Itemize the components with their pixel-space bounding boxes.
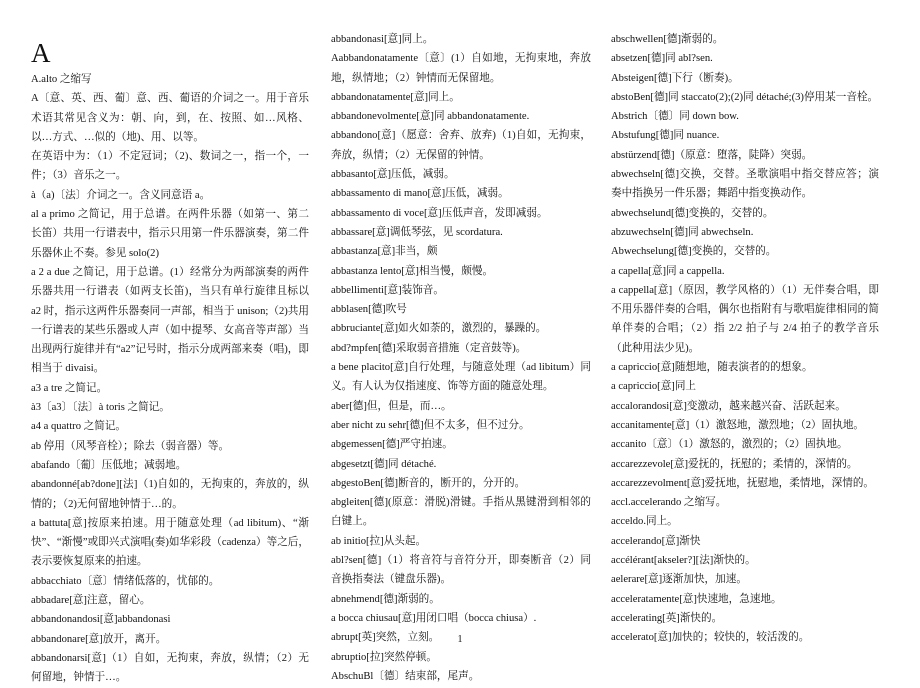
dictionary-entry: abschwellen[德]渐弱的。 xyxy=(611,34,724,45)
dictionary-entry: abruptio[拉]突然停顿。 xyxy=(331,651,437,663)
dictionary-entry: abblasen[德]吹号 xyxy=(331,304,407,316)
dictionary-entry: accélérant[akseler?][法]渐快的。 xyxy=(611,555,756,567)
dictionary-entry: abbandonevolmente[意]同 abbandonatamente. xyxy=(331,111,530,123)
dictionary-entry: absetzen[德]同 abl?sen. xyxy=(611,53,713,65)
dictionary-entry: abwechseln[德]交换，交替。圣歌演唱中指交替应答；演奏中指换另一件乐器；舞蹈中指变换动作。 xyxy=(611,169,879,200)
dictionary-entry: accalorandosi[意]变激动，越来越兴奋、活跃起来。 xyxy=(611,400,846,412)
dictionary-entry: abgleiten[德](原意：滑脱)滑键。手指从黑键滑到相邻的白键上。 xyxy=(331,497,591,528)
dictionary-entry: abbadare[意]注意，留心。 xyxy=(31,595,151,607)
dictionary-entry: a bocca chiusau[意]用闭口唱（bocca chiusa）. xyxy=(331,612,537,624)
dictionary-entry: à（a)〔法〕介词之一。含义同意语 a。 xyxy=(31,189,211,201)
column-left xyxy=(31,38,309,688)
dictionary-entry: abd?mpfen[德]采取弱音措施（定音鼓等)。 xyxy=(331,342,527,354)
dictionary-entry: Aabbandonatamente〔意〕(1）自如地，无拘束地，奔放地，纵情地；（2）钟情而无保留地。 xyxy=(331,53,591,84)
dictionary-entry: abbassare[意]调低琴弦，见 scordatura. xyxy=(331,226,503,238)
dictionary-entry: abgesetzt[德]同 détaché. xyxy=(331,458,437,470)
dictionary-entry: A〔意、英、西、葡〕意、西、葡语的介词之一。用于音乐术语其常见含义为：朝、向，到，在、按照、如…风格、以…方式、…似的（地)、用、以等。 xyxy=(31,93,309,143)
dictionary-entry: abbastanza[意]非当，颇 xyxy=(331,246,438,258)
dictionary-entry: accanito〔意〕（1）激怒的，激烈的；（2）固执地。 xyxy=(611,439,848,451)
dictionary-entry: accelerating[英]渐快的。 xyxy=(611,612,723,624)
dictionary-entry: abbruciante[意]如火如荼的，激烈的，暴躁的。 xyxy=(331,323,547,335)
dictionary-entry: accl.accelerando 之缩写。 xyxy=(611,497,727,509)
dictionary-entry: A.alto 之缩写 xyxy=(31,74,92,85)
dictionary-entry: abbandonandosi[意]abbandonasi xyxy=(31,614,171,626)
dictionary-entry: a bene placito[意]自行处理，与随意处理（ad libitum）同义。有人认为仅指速度、饰等方面的随意处理。 xyxy=(331,362,591,393)
dictionary-entry: a battuta[意]按原来拍速。用于随意处理（ad libitum)、“渐快”、“渐慢”或即兴式演唱(奏)如华彩段（cadenza）等之后，表示要恢复原来的拍速。 xyxy=(31,517,309,568)
dictionary-entry: Abstufung[德]同 nuance. xyxy=(611,130,720,142)
dictionary-entry: a3 a tre 之简记。 xyxy=(31,382,108,394)
dictionary-entry: abbasanto[意]压低，减弱。 xyxy=(331,169,455,181)
dictionary-entry: a 2 a due 之简记，用于总谱。(1）经常分为两部演奏的两件乐器共用一行谱表（如两支长笛)，当只有单行旋律且标以 a2 时，指示这两件乐器奏同一声部，相当于 unison;（2)共用一行谱表的某些乐器或人声（如中提琴、女高音等声部）当出现两行旋律并有“a2”记号时，指示分成两部来奏（唱)，即相当于 divaisi。 xyxy=(31,266,309,375)
dictionary-entry: abl?sen[德]（1）将音符与音符分开，即奏断音（2）同音换指奏法（键盘乐器)。 xyxy=(331,555,591,586)
dictionary-entry: ab 停用（风琴音栓）；除去（弱音器）等。 xyxy=(31,440,230,452)
dictionary-entry: 在英语中为：（1）不定冠词；（2)、数词之一，指一个，一件；（3）音乐之一。 xyxy=(31,151,309,182)
dictionary-entry: aelerare[意]逐渐加快，加速。 xyxy=(611,574,747,586)
dictionary-entry: abnehmend[德]渐弱的。 xyxy=(331,593,440,605)
dictionary-entry: accarezzevolment[意]爱抚地，抚慰地，柔情地，深情的。 xyxy=(611,477,875,489)
dictionary-entry: Absteigen[德]下行（断奏)。 xyxy=(611,72,739,84)
dictionary-entry: abbellimenti[意]装饰音。 xyxy=(331,284,444,296)
dictionary-entry: a cappella[意]（原因，教学风格的）（1）无伴奏合唱，即不用乐器伴奏的合唱，偶尔也指附有与歌唱旋律相同的简单伴奏的合唱；（2）指 2/2 拍子与 2/4 拍子的教学音乐（此种用法少见)。 xyxy=(611,284,879,354)
dictionary-entry: abgestoBen[德]断音的，断开的，分开的。 xyxy=(331,477,526,489)
dictionary-entry: Abwechselung[德]变换的，交替的。 xyxy=(611,246,777,258)
dictionary-entry: acceldo.同上。 xyxy=(611,516,678,528)
dictionary-entry: aber[德]但，但是，而…。 xyxy=(331,400,452,412)
dictionary-entry: abgemessen[德]严守拍速。 xyxy=(331,439,453,451)
dictionary-entry: accarezzevole[意]爱抚的，抚慰的；柔情的，深情的。 xyxy=(611,458,858,470)
dictionary-entry: abbassamento di mano[意]压低，减弱。 xyxy=(331,188,509,200)
dictionary-entry: abwechselund[德]变换的，交替的。 xyxy=(611,207,774,219)
section-heading: A xyxy=(31,38,51,68)
dictionary-entry: abbandonasi[意]同上。 xyxy=(331,34,434,45)
dictionary-entry: abzuwechseln[德]同 abwechseln. xyxy=(611,226,754,238)
dictionary-entry: Abstrich〔德〕同 down bow. xyxy=(611,111,739,123)
dictionary-entry: abbandonarsi[意]（1）自如，无拘束，奔放，纵情；（2）无何留地，钟情于…。 xyxy=(31,652,309,684)
dictionary-entry: abbandonatamente[意]同上。 xyxy=(331,91,460,103)
column-middle xyxy=(331,30,591,686)
dictionary-entry: aber nicht zu sehr[德]但不太多，但不过分。 xyxy=(331,419,530,431)
dictionary-entry: ab initio[拉]从头起。 xyxy=(331,535,427,547)
dictionary-entry: a capriccio[意]同上 xyxy=(611,381,697,393)
dictionary-entry: a capella[意]同 a cappella. xyxy=(611,265,725,277)
dictionary-entry: a capriccio[意]随想地，随表演者的的想象。 xyxy=(611,362,813,374)
dictionary-entry: abbassamento di voce[意]压低声音，发即减弱。 xyxy=(331,207,548,219)
dictionary-entry: abbacchiato〔意〕情绪低落的，忧郁的。 xyxy=(31,575,220,587)
dictionary-entry: abbandono[意]（愿意：舍弃、放弃)（1)自如，无拘束，奔放，纵情；（2）无保留的钟情。 xyxy=(331,130,591,161)
dictionary-entry: al a primo 之简记，用于总谱。在两件乐器（如第一、第二长笛）共用一行谱表中，指示只用第一件乐器演奏，第二件乐器休止不奏。参见 solo(2) xyxy=(31,209,309,259)
dictionary-entry: abstürzend[德]（原意：堕落，陡降）突弱。 xyxy=(611,149,813,161)
dictionary-entry: accelerato[意]加快的；较快的，较活泼的。 xyxy=(611,632,810,644)
dictionary-entry: à3〔a3〕〔法〕à toris 之简记。 xyxy=(31,402,170,414)
dictionary-entry: acceleratamente[意]快速地，急速地。 xyxy=(611,593,782,605)
dictionary-entry: accanitamente[意]（1）激怒地，激烈地；（2）固执地。 xyxy=(611,419,865,431)
dictionary-entry: abbastanza lento[意]相当慢，颇慢。 xyxy=(331,265,494,277)
dictionary-entry: abrupt[英]突然，立刻。 xyxy=(331,632,440,644)
column-right xyxy=(611,30,879,648)
dictionary-entry: AbschuBl〔德〕结束部，尾声。 xyxy=(331,670,480,682)
dictionary-entry: abafando〔葡〕压低地；减弱地。 xyxy=(31,459,187,471)
dictionary-entry: abstoBen[德]同 staccato(2);(2)同 détaché;(3)停用某一音栓。 xyxy=(611,91,879,103)
page-number: 1 xyxy=(457,634,463,645)
dictionary-entry: a4 a quattro 之简记。 xyxy=(31,421,127,433)
dictionary-entry: abandonné[ab?done][法]（1)自如的，无拘束的，奔放的，纵情的；（2)无何留地钟情于…的。 xyxy=(31,479,309,510)
dictionary-entry: abbandonare[意]放开，离开。 xyxy=(31,633,167,645)
dictionary-entry: accelerando[意]渐快 xyxy=(611,535,701,547)
